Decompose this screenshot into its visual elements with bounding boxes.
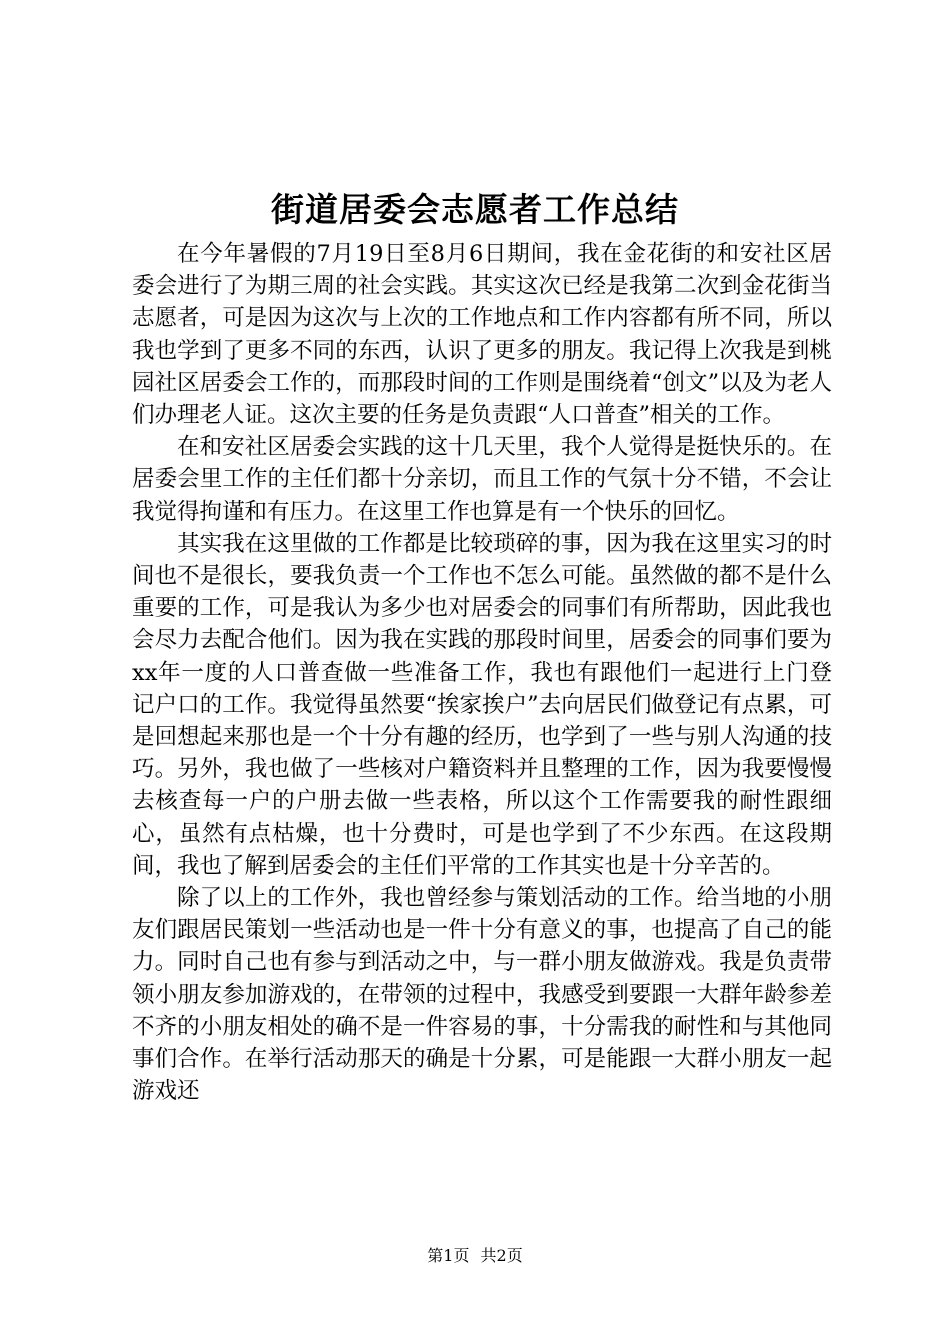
paragraph-1: 在今年暑假的7月19日至8月6日期间，我在金花街的和安社区居委会进行了为期三周的社会实践。其实这次已经是我第二次到金花街当志愿者，可是因为这次与上次的工作地点和工作内容都有所不同，所以我也学到了更多不同的东西，认识了更多的朋友。我记得上次我是到桃园社区居委会工作的，而那段时间的工作则是围绕着“创文”以及为老人们办理老人证。这次主要的任务是负责跟“人口普查”相关的工作。 <box>132 241 832 429</box>
paragraph-4: 除了以上的工作外，我也曾经参与策划活动的工作。给当地的小朋友们跟居民策划一些活动也是一件十分有意义的事，也提高了自己的能力。同时自己也有参与到活动之中，与一群小朋友做游戏。我是负责带领小朋友参加游戏的，在带领的过程中，我感受到要跟一大群年龄参差不齐的小朋友相处的确不是一件容易的事，十分需我的耐性和与其他同事们合作。在举行活动那天的确是十分累，可是能跟一大群小朋友一起游戏还 <box>132 885 832 1105</box>
page-number-total: 共2页 <box>480 1246 523 1265</box>
page-footer <box>0 1245 950 1267</box>
document-body <box>132 238 832 1107</box>
paragraph-3: 其实我在这里做的工作都是比较琐碎的事，因为我在这里实习的时间也不是很长，要我负责一个工作也不怎么可能。虽然做的都不是什么重要的工作，可是我认为多少也对居委会的同事们有所帮助，因此我也会尽力去配合他们。因为我在实践的那段时间里，居委会的同事们要为xx年一度的人口普查做一些准备工作，我也有跟他们一起进行上门登记户口的工作。我觉得虽然要“挨家挨户”去向居民们做登记有点累，可是回想起来那也是一个十分有趣的经历，也学到了一些与别人沟通的技巧。另外，我也做了一些核对户籍资料并且整理的工作，因为我要慢慢去核查每一户的户册去做一些表格，所以这个工作需要我的耐性跟细心，虽然有点枯燥，也十分费时，可是也学到了不少东西。在这段期间，我也了解到居委会的主任们平常的工作其实也是十分辛苦的。 <box>132 530 832 879</box>
paragraph-2: 在和安社区居委会实践的这十几天里，我个人觉得是挺快乐的。在居委会里工作的主任们都十分亲切，而且工作的气氛十分不错，不会让我觉得拘谨和有压力。在这里工作也算是有一个快乐的回忆。 <box>132 434 832 525</box>
page-number-current: 第1页 <box>427 1246 470 1265</box>
document-title: 街道居委会志愿者工作总结 <box>271 190 679 229</box>
